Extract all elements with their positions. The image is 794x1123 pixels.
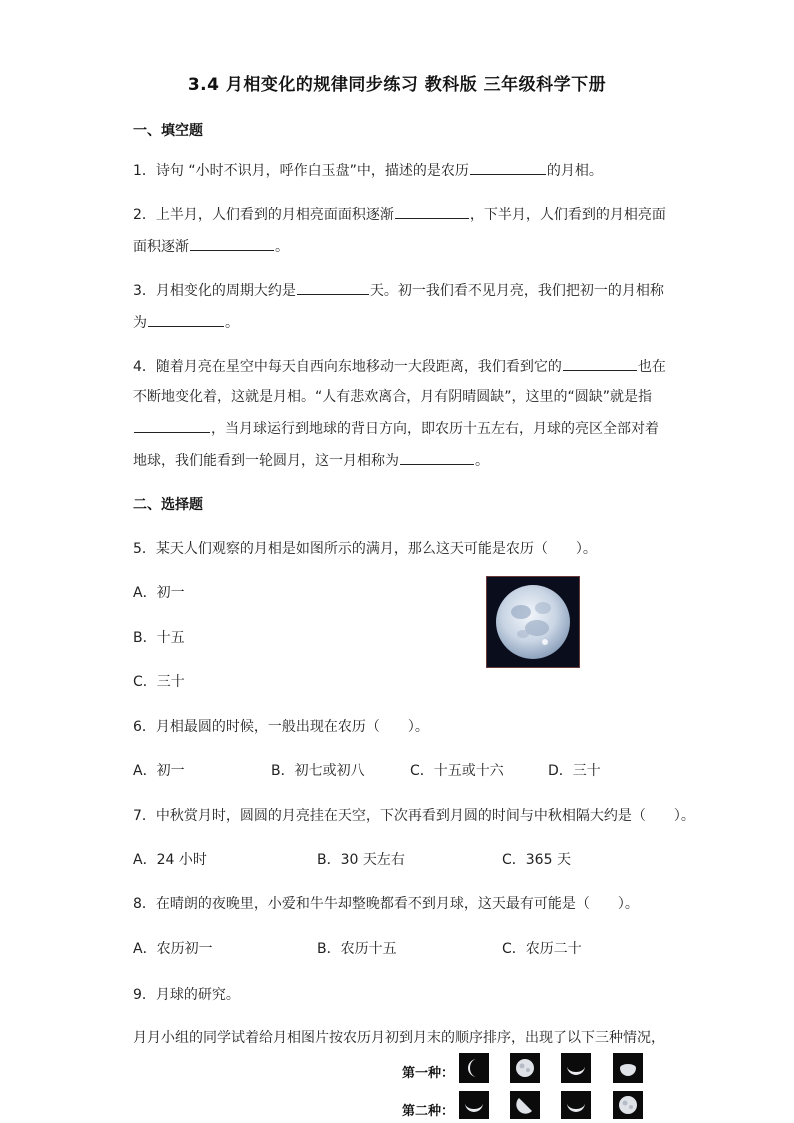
question-1 [133,160,603,180]
question-7-option-b[interactable]: B．30 天左右 [317,852,405,868]
sequence-1-label: 第一种： [402,1066,455,1081]
upward-crescent-icon [462,1093,486,1117]
half-moon-icon [513,1093,537,1117]
upward-crescent-icon [564,1056,588,1080]
question-5-option-c[interactable]: C．三十 [133,674,185,690]
question-2-line-1 [133,204,666,224]
question-1-text: 1．诗句 “小时不识月，呼作白玉盘”中，描述的是农历 [133,163,469,179]
full-moon-icon [513,1056,537,1080]
question-9-description: 月月小组的同学试着给月相图片按农历月初到月末的顺序排序，出现了以下三种情况， [133,1030,665,1046]
question-2-text: 。 [275,239,289,255]
question-5-option-b[interactable]: B．十五 [133,630,185,646]
question-6-option-a[interactable]: A．初一 [133,763,185,779]
answer-blank[interactable] [470,160,546,175]
question-7-option-c[interactable]: C．365 天 [502,852,571,868]
page-title: 3.4 月相变化的规律同步练习 教科版 三年级科学下册 [187,75,607,95]
answer-blank[interactable] [395,204,469,219]
question-9-stem: 9．月球的研究。 [133,987,240,1003]
sequence-2-label: 第二种： [402,1104,455,1119]
sequence-2-phase-1 [459,1091,489,1119]
question-8-option-a[interactable]: A．农历初一 [133,941,213,957]
question-4-text: 4．随着月亮在星空中每天自西向东地移动一大段距离，我们看到它的 [133,359,562,375]
sequence-1-phase-3 [561,1053,591,1083]
question-8-stem: 8．在晴朗的夜晚里，小爱和牛牛却整晚都看不到月球，这天最有可能是（ ）。 [133,896,639,912]
question-8-option-b[interactable]: B．农历十五 [317,941,397,957]
question-2-text: 面积逐渐 [133,239,189,255]
question-4-line-1 [133,356,666,376]
section-heading-choice: 二、选择题 [133,497,203,513]
answer-blank[interactable] [400,450,474,465]
question-4-text: 地球，我们能看到一轮圆月，这一月相称为 [133,453,399,469]
question-2-text: ，下半月，人们看到的月相亮面 [469,207,666,223]
answer-blank[interactable] [134,418,210,433]
question-6-option-b[interactable]: B．初七或初八 [271,763,365,779]
question-4-text: 也在 [637,359,666,375]
question-3-line-2 [133,312,239,332]
question-3-line-1 [133,280,664,300]
question-4-text: 。 [475,453,489,469]
question-3-text: 。 [225,315,239,331]
question-2-text: 2．上半月，人们看到的月相亮面面积逐渐 [133,207,394,223]
question-2-line-2 [133,236,289,256]
answer-blank[interactable] [563,356,637,371]
sequence-2-phase-3 [561,1091,591,1119]
question-4-line-3 [133,418,659,438]
answer-blank[interactable] [297,280,369,295]
question-1-text-end: 的月相。 [546,163,603,179]
question-7-option-a[interactable]: A．24 小时 [133,852,207,868]
sequence-2-phase-4 [613,1091,643,1119]
question-3-text: 3．月相变化的周期大约是 [133,283,296,299]
question-3-text: 为 [133,315,147,331]
answer-blank[interactable] [148,312,224,327]
question-8-option-c[interactable]: C．农历二十 [502,941,582,957]
waning-crescent-icon [462,1056,486,1080]
question-6-stem: 6．月相最圆的时候，一般出现在农历（ ）。 [133,719,429,735]
upward-crescent-icon [564,1093,588,1117]
question-3-text: 天。初一我们看不见月亮，我们把初一的月相称 [369,283,664,299]
full-moon-icon [493,582,573,662]
full-moon-icon [616,1093,640,1117]
question-4-text: ，当月球运行到地球的背日方向，即农历十五左右，月球的亮区全部对着 [211,421,659,437]
sequence-1-phase-4 [613,1053,643,1083]
answer-blank[interactable] [190,236,274,251]
question-7-stem: 7．中秋赏月时，圆圆的月亮挂在天空，下次再看到月圆的时间与中秋相隔大约是（ ）。 [133,808,695,824]
sequence-1-phase-1 [459,1053,489,1083]
sequence-2-phase-2 [510,1091,540,1119]
question-5-stem: 5．某天人们观察的月相是如图所示的满月，那么这天可能是农历（ ）。 [133,541,597,557]
question-6-option-c[interactable]: C．十五或十六 [410,763,504,779]
full-moon-photo [486,576,580,668]
sequence-1-phase-2 [510,1053,540,1083]
question-4-line-4 [133,450,489,470]
question-6-option-d[interactable]: D．三十 [548,763,601,779]
gibbous-moon-icon [616,1056,640,1080]
question-4-line-2: 不断地变化着，这就是月相。“人有悲欢离合，月有阴晴圆缺”，这里的“圆缺”就是指 [133,389,653,405]
question-5-option-a[interactable]: A．初一 [133,585,185,601]
section-heading-fill-in: 一、填空题 [133,123,203,139]
